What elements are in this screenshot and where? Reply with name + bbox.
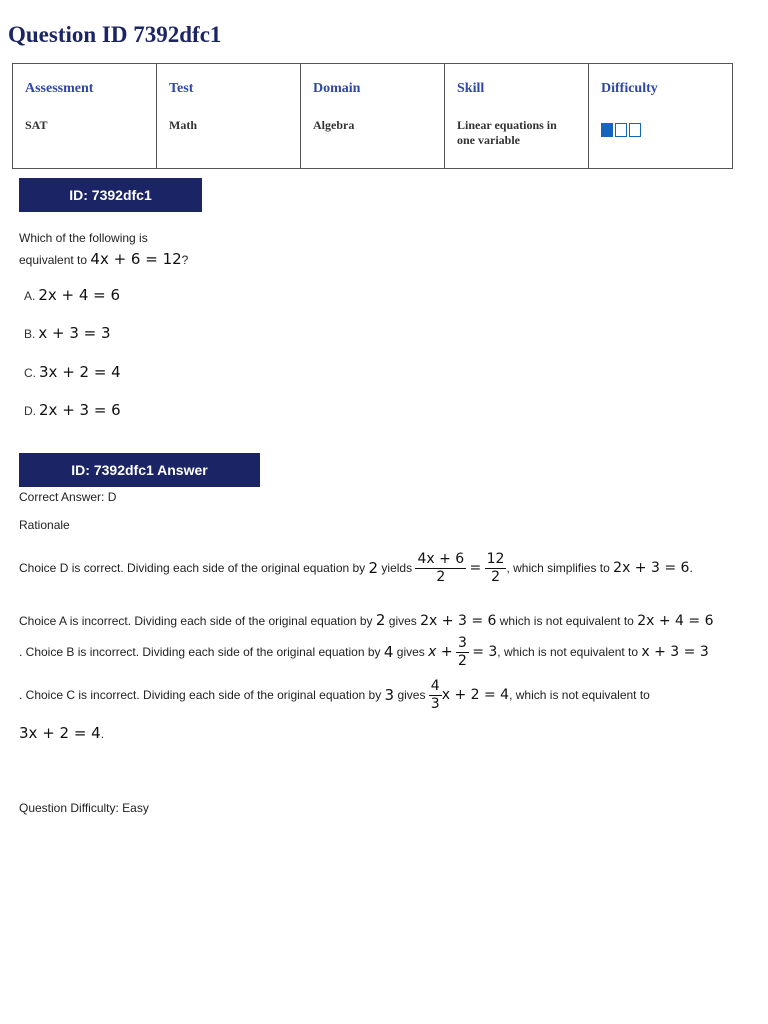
fraction-c-numerator: 4 — [430, 677, 440, 694]
fraction-2-numerator: 12 — [486, 550, 505, 567]
fraction-1-denominator: 2 — [436, 568, 446, 585]
question-meta-table — [12, 63, 733, 169]
rationale-b-text2: gives — [396, 645, 425, 659]
meta-cell-test — [157, 64, 301, 169]
rationale-d-fraction-1 — [415, 551, 466, 586]
rationale-c-text2: gives — [397, 688, 426, 702]
rationale-label: Rationale — [19, 518, 70, 532]
rationale-d-text2: yields — [381, 561, 413, 575]
meta-value-assessment: SAT — [25, 118, 48, 132]
rationale-c-text3: , which is not equivalent to — [509, 688, 650, 702]
choice-c-equation: 3x + 2 = 4 — [39, 363, 121, 381]
rationale-b-equation: x + 3 = 3 — [641, 644, 709, 660]
rationale-c-rest: x + 2 = 4 — [441, 687, 510, 703]
fraction-b-numerator: 3 — [457, 634, 467, 651]
rationale-c-equation: 3x + 2 = 4 — [19, 724, 101, 742]
choice-d-letter: D. — [24, 404, 36, 418]
question-id-banner: ID: 7392dfc1 — [19, 178, 202, 212]
rationale-a-text1: Choice A is incorrect. Dividing each side of the original equation by — [19, 614, 373, 628]
question-text-line2 — [19, 250, 188, 268]
fraction-2-denominator: 2 — [491, 568, 500, 585]
rationale-choice-a — [19, 611, 713, 629]
difficulty-box-1 — [601, 123, 613, 137]
rationale-a-equation: 2x + 4 = 6 — [637, 613, 714, 629]
rationale-b-fraction — [456, 635, 469, 670]
rationale-b-num: 4 — [383, 643, 394, 661]
fraction-c-denominator: 3 — [430, 695, 440, 712]
question-difficulty: Question Difficulty: Easy — [19, 801, 149, 815]
meta-header-test: Test — [169, 81, 194, 96]
question-text-line1: Which of the following is — [19, 231, 148, 245]
rationale-c-end: . — [100, 727, 105, 741]
fraction-b-denominator: 2 — [457, 652, 467, 669]
rationale-d-text1: Choice D is correct. Dividing each side of the original equation by — [19, 561, 366, 575]
meta-cell-skill — [445, 64, 589, 169]
rationale-a-text2: gives — [388, 614, 417, 628]
meta-cell-domain — [301, 64, 445, 169]
rationale-choice-b — [19, 633, 709, 671]
meta-header-assessment: Assessment — [25, 81, 94, 96]
meta-value-test: Math — [169, 118, 197, 132]
page-title: Question ID 7392dfc1 — [8, 22, 222, 47]
rationale-choice-d — [19, 549, 693, 587]
choice-c[interactable] — [24, 363, 121, 381]
difficulty-box-2 — [615, 123, 627, 137]
rationale-d-num: 2 — [368, 559, 379, 577]
rationale-d-fraction-2 — [485, 551, 507, 586]
rationale-c-fraction — [429, 678, 442, 713]
meta-header-domain: Domain — [313, 81, 361, 96]
rationale-a-num: 2 — [375, 611, 386, 629]
rationale-d-text3: , which simplifies to — [506, 561, 610, 575]
choice-a-letter: A. — [24, 289, 36, 303]
choice-a[interactable] — [24, 286, 120, 304]
meta-cell-assessment — [13, 64, 157, 169]
rationale-a-result: 2x + 3 = 6 — [420, 613, 497, 629]
choice-b-letter: B. — [24, 327, 36, 341]
rationale-b-text3: , which is not equivalent to — [497, 645, 639, 659]
meta-value-skill: Linear equations in one variable — [457, 118, 557, 147]
rationale-c-text1: . Choice C is incorrect. Dividing each side of the original equation by — [19, 688, 382, 702]
rationale-d-result: 2x + 3 = 6 — [613, 560, 690, 576]
meta-header-difficulty: Difficulty — [601, 81, 658, 96]
meta-header-skill: Skill — [457, 81, 485, 96]
choice-d-equation: 2x + 3 = 6 — [39, 401, 121, 419]
answer-id-banner: ID: 7392dfc1 Answer — [19, 453, 260, 487]
choice-b-equation: x + 3 = 3 — [38, 324, 111, 342]
question-equation: 4x + 6 = 12 — [90, 250, 182, 268]
difficulty-indicator — [601, 123, 720, 137]
question-prefix: equivalent to — [19, 253, 88, 267]
rationale-choice-c-cont — [19, 724, 104, 742]
rationale-b-x: x + — [428, 644, 453, 660]
meta-value-domain: Algebra — [313, 118, 355, 132]
choice-d[interactable] — [24, 401, 121, 419]
choice-c-letter: C. — [24, 366, 36, 380]
rationale-b-rest: = 3 — [472, 644, 498, 660]
choice-b[interactable] — [24, 324, 111, 342]
rationale-c-num: 3 — [384, 686, 395, 704]
rationale-d-end: . — [689, 561, 693, 575]
meta-cell-difficulty — [589, 64, 733, 169]
correct-answer: Correct Answer: D — [19, 490, 117, 504]
difficulty-box-3 — [629, 123, 641, 137]
rationale-a-text3: which is not equivalent to — [499, 614, 634, 628]
choice-a-equation: 2x + 4 = 6 — [38, 286, 121, 304]
question-suffix: ? — [181, 253, 189, 267]
rationale-b-text1: . Choice B is incorrect. Dividing each side of the original equation by — [19, 645, 381, 659]
rationale-d-equals: = — [469, 560, 482, 576]
fraction-1-numerator: 4x + 6 — [417, 550, 465, 567]
rationale-choice-c — [19, 676, 650, 714]
